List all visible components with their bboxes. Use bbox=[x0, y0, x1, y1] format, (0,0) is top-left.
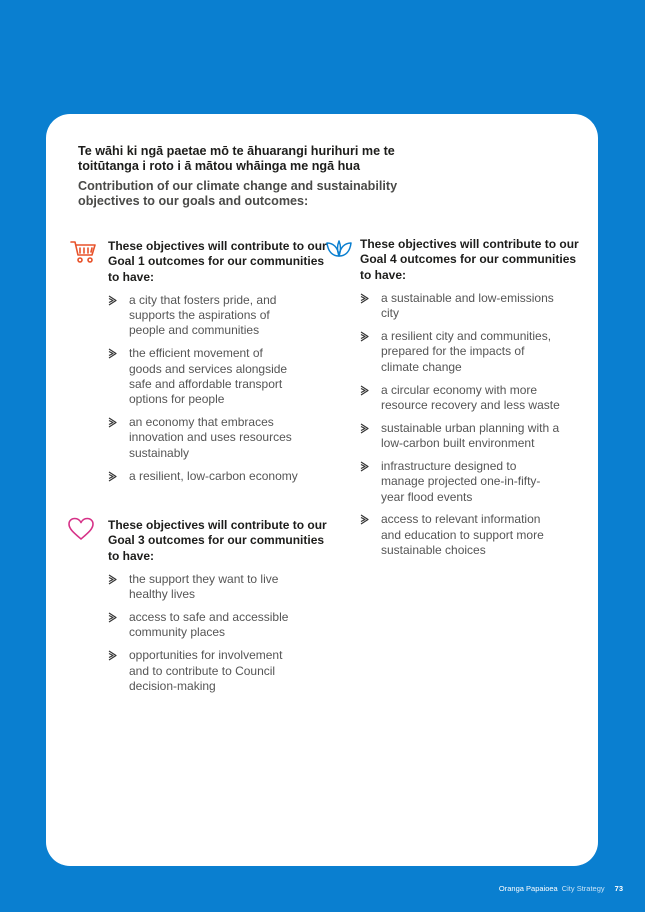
list-item bbox=[108, 469, 298, 484]
list-item bbox=[360, 329, 560, 375]
chevron-right-icon bbox=[108, 471, 118, 482]
goal-3-section bbox=[108, 518, 338, 702]
chevron-right-icon bbox=[360, 385, 370, 396]
heart-icon bbox=[68, 517, 94, 541]
chevron-right-icon bbox=[108, 574, 118, 585]
chevron-right-icon bbox=[360, 514, 370, 525]
list-item bbox=[108, 610, 298, 641]
list-item-text: access to relevant information and education to support more sustainable choices bbox=[381, 512, 544, 558]
chevron-right-icon bbox=[360, 331, 370, 342]
chevron-right-icon bbox=[108, 612, 118, 623]
chevron-right-icon bbox=[360, 423, 370, 434]
list-item bbox=[108, 346, 298, 407]
heading-english: Contribution of our climate change and sustainability objectives to our goals and outcomes: bbox=[78, 179, 398, 208]
goal-1-outcomes bbox=[108, 293, 298, 484]
goal-3-heading: These objectives will contribute to our Goal 3 outcomes for our communities to have: bbox=[108, 518, 327, 563]
chevron-right-icon bbox=[108, 650, 118, 661]
list-item-text: sustainable urban planning with a low-carbon built environment bbox=[381, 420, 560, 451]
list-item-text: a resilient city and communities, prepared for the impacts of climate change bbox=[381, 329, 552, 374]
list-item-text: a city that fosters pride, and supports the aspirations of people and communities bbox=[129, 292, 277, 338]
list-item-text: a sustainable and low-emissions city bbox=[381, 290, 554, 321]
list-item-text: the support they want to live healthy lives bbox=[129, 571, 279, 602]
chevron-right-icon bbox=[108, 417, 118, 428]
goal-1-section bbox=[108, 239, 338, 492]
list-item-text: the efficient movement of goods and services alongside safe and affordable transport options for people bbox=[129, 346, 288, 407]
list-item-text: a resilient, low-carbon economy bbox=[129, 468, 298, 483]
shopping-cart-icon bbox=[70, 240, 97, 264]
heading-maori: Te wāhi ki ngā paetae mō te āhuarangi hurihuri me te toitūtanga i roto i ā mātou whāinga me ngā hua bbox=[78, 144, 395, 173]
list-item-text: an economy that embraces innovation and uses resources sustainably bbox=[129, 415, 292, 460]
page-number: 73 bbox=[614, 884, 623, 893]
list-item bbox=[108, 293, 298, 339]
footer-subtitle: City Strategy bbox=[561, 884, 605, 893]
list-item bbox=[108, 648, 298, 694]
list-item bbox=[360, 291, 560, 322]
goal-1-heading: These objectives will contribute to our Goal 1 outcomes for our communities to have: bbox=[108, 239, 327, 284]
page-footer bbox=[499, 884, 623, 893]
chevron-right-icon bbox=[108, 295, 118, 306]
list-item bbox=[360, 512, 560, 558]
leaves-icon bbox=[326, 240, 352, 258]
chevron-right-icon bbox=[360, 293, 370, 304]
chevron-right-icon bbox=[108, 348, 118, 359]
chevron-right-icon bbox=[360, 461, 370, 472]
list-item bbox=[360, 421, 560, 452]
list-item-text: a circular economy with more resource recovery and less waste bbox=[381, 382, 560, 412]
goal-4-heading: These objectives will contribute to our Goal 4 outcomes for our communities to have: bbox=[360, 237, 579, 282]
list-item-text: infrastructure designed to manage projected one-in-fifty-year flood events bbox=[381, 458, 541, 504]
list-item-text: opportunities for involvement and to contribute to Council decision-making bbox=[129, 648, 283, 693]
list-item bbox=[360, 459, 560, 505]
goal-4-section bbox=[360, 237, 590, 566]
list-item bbox=[108, 572, 298, 603]
list-item bbox=[360, 383, 560, 414]
footer-title: Oranga Papaioea bbox=[498, 884, 558, 893]
list-item-text: access to safe and accessible community places bbox=[129, 610, 289, 640]
goal-4-outcomes bbox=[360, 291, 560, 558]
list-item bbox=[108, 415, 298, 461]
goal-3-outcomes bbox=[108, 572, 298, 694]
